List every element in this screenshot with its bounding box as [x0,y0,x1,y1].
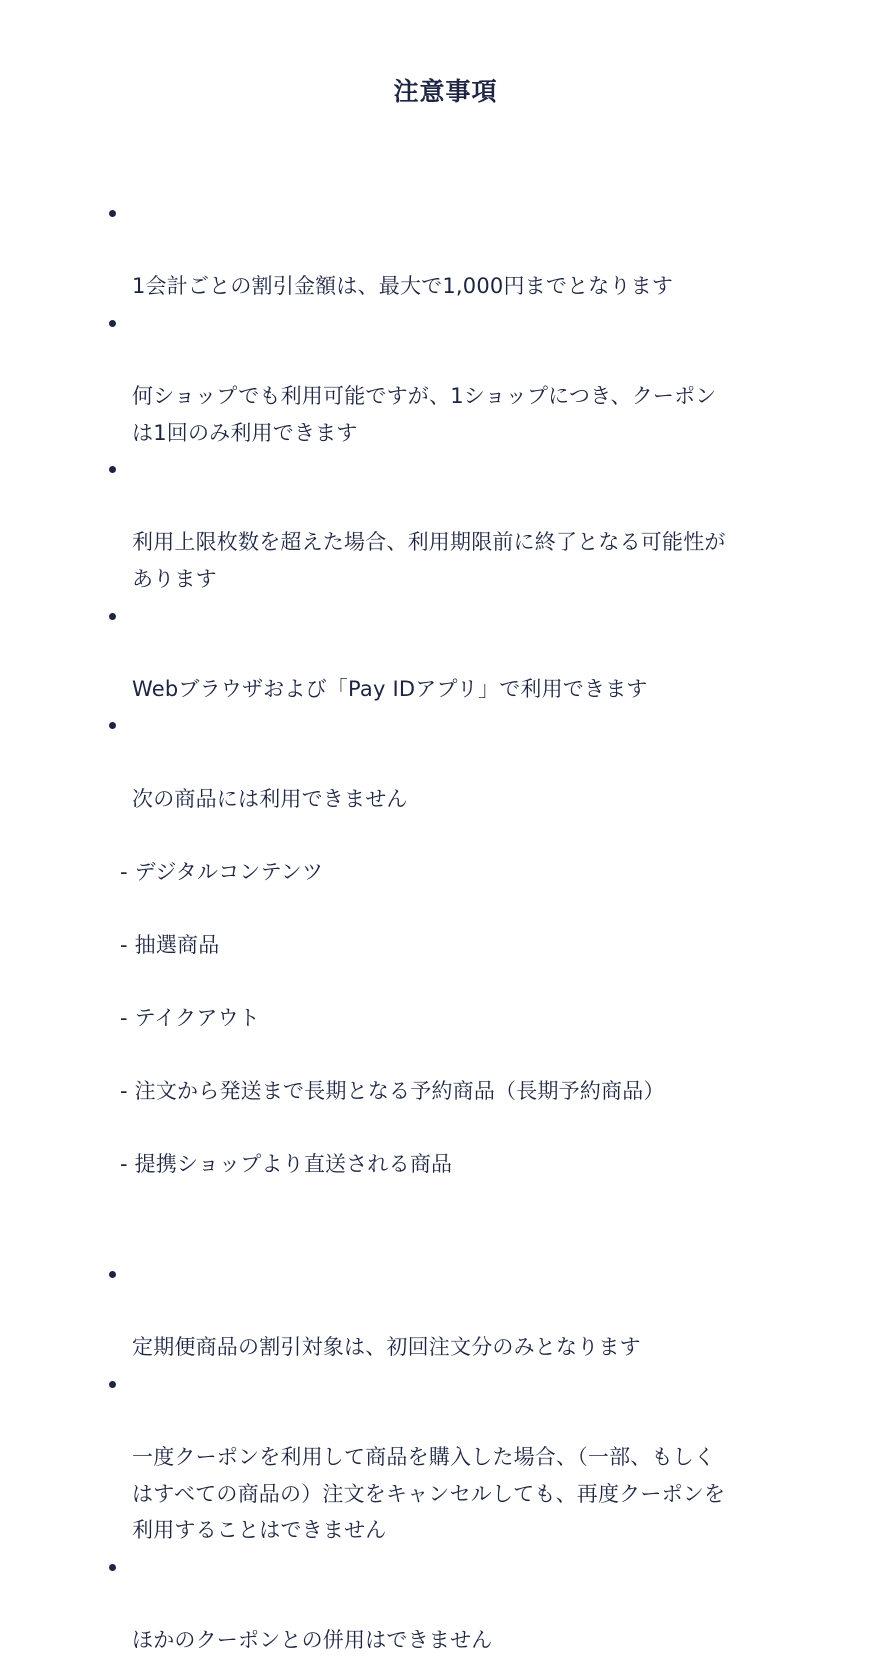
bullet-icon [109,1381,116,1388]
bullet-icon [109,722,116,729]
note-text: 次の商品には利用できません [132,786,408,811]
note-text: 利用上限枚数を超えた場合、利用期限前に終了となる可能性が あります [132,530,726,591]
note-item [104,1549,804,1659]
bullet-icon [109,320,116,327]
note-text: 一度クーポンを利用して商品を購入した場合、（一部、もしく はすべての商品の）注文をキャンセルしても、再度クーポンを 利用することはできません [132,1445,726,1543]
excluded-item: - 抽選商品 [120,932,220,957]
note-text: 1会計ごとの割引金額は、最大で1,000円までとなります [132,274,674,299]
note-text: Webブラウザおよび「Pay IDアプリ」で利用できます [132,676,648,701]
page-title: 注意事項 [393,77,498,106]
note-item [104,195,804,305]
excluded-items-list [120,817,804,1220]
bullet-icon [109,1271,116,1278]
note-text: ほかのクーポンとの併用はできません [132,1628,493,1653]
note-item [104,451,804,597]
bullet-icon [109,1564,116,1571]
note-text: 何ショップでも利用可能ですが、1ショップにつき、クーポン は1回のみ利用できます [132,383,717,445]
bullet-icon [109,210,116,217]
excluded-item: - デジタルコンテンツ [120,859,324,884]
excluded-item: - 注文から発送まで長期となる予約商品（長期予約商品） [120,1079,665,1104]
bullet-icon [109,466,116,473]
note-item [104,598,804,708]
note-item [104,1256,804,1366]
excluded-item: - テイクアウト [120,1006,260,1031]
bullet-icon [109,613,116,620]
note-item [104,1366,804,1549]
note-item [104,305,804,451]
notes-list [104,195,804,1659]
excluded-item: - 提携ショップより直送される商品 [120,1152,453,1177]
note-item-excluded [104,707,804,1256]
note-text: 定期便商品の割引対象は、初回注文分のみとなります [132,1335,641,1360]
